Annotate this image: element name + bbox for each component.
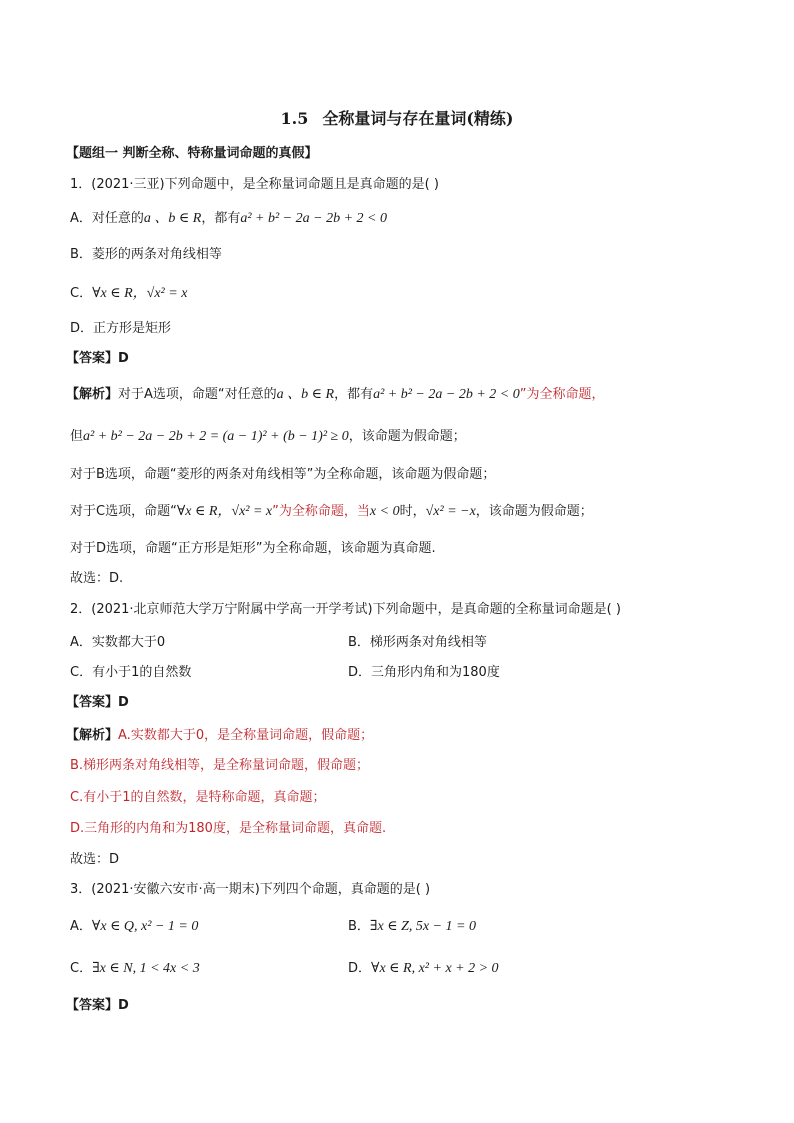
section-number: 1.5 bbox=[280, 109, 309, 128]
q3-answer: 【答案】D bbox=[66, 998, 129, 1013]
group-heading: 【题组一 判断全称、特称量词命题的真假】 bbox=[66, 146, 318, 161]
q1-answer: 【答案】D bbox=[66, 351, 129, 366]
q2-option-c: C．有小于1的自然数 bbox=[70, 665, 192, 680]
q2-option-d: D．三角形内角和为180度 bbox=[348, 665, 500, 680]
q2-option-b: B．梯形两条对角线相等 bbox=[348, 635, 487, 650]
q1-option-b: B．菱形的两条对角线相等 bbox=[70, 247, 222, 262]
section-title: 全称量词与存在量词(精练) bbox=[322, 109, 514, 128]
q3-option-b: B．∃x ∈ Z, 5x − 1 = 0 bbox=[348, 919, 476, 934]
q3-stem: 3．(2021·安徽六安市·高一期末)下列四个命题，真命题的是( ) bbox=[70, 882, 431, 897]
q2-answer: 【答案】D bbox=[66, 695, 129, 710]
q3-option-a: A．∀x ∈ Q, x² − 1 = 0 bbox=[70, 919, 199, 934]
q2-analysis-line3: C.有小于1的自然数，是特称命题，真命题； bbox=[70, 790, 326, 805]
q2-analysis-line2: B.梯形两条对角线相等，是全称量词命题，假命题； bbox=[70, 758, 370, 773]
page-title bbox=[0, 106, 794, 129]
q1-analysis-line3: 对于B选项，命题“菱形的两条对角线相等”为全称命题，该命题为假命题； bbox=[70, 467, 496, 482]
q2-analysis-line1: 【解析】A.实数都大于0，是全称量词命题，假命题； bbox=[66, 728, 374, 743]
q2-stem: 2．(2021·北京师范大学万宁附属中学高一开学考试)下列命题中，是真命题的全称量词命题是( ) bbox=[70, 602, 621, 617]
q1-analysis-line4: 对于C选项，命题“∀x ∈ R，√x² = x”为全称命题，当x < 0时，√x² = −x，该命题为假命题； bbox=[70, 504, 593, 519]
q1-option-c: C．∀x ∈ R，√x² = x bbox=[70, 286, 188, 301]
q1-option-d: D．正方形是矩形 bbox=[70, 321, 172, 336]
q3-option-d: D．∀x ∈ R, x² + x + 2 > 0 bbox=[348, 961, 499, 976]
q1-option-a: A．对任意的a 、b ∈ R，都有a² + b² − 2a − 2b + 2 < 0 bbox=[70, 211, 387, 226]
q1-analysis-line5: 对于D选项，命题“正方形是矩形”为全称命题，该命题为真命题. bbox=[70, 541, 436, 556]
q2-option-a: A．实数都大于0 bbox=[70, 635, 166, 650]
q1-analysis-line2: 但a² + b² − 2a − 2b + 2 = (a − 1)² + (b − 1)² ≥ 0，该命题为假命题； bbox=[70, 429, 466, 444]
q2-choose: 故选：D bbox=[70, 852, 120, 867]
q1-choose: 故选：D. bbox=[70, 571, 124, 586]
q2-analysis-line4: D.三角形的内角和为180度，是全称量词命题，真命题. bbox=[70, 821, 387, 836]
q1-stem: 1．(2021·三亚)下列命题中，是全称量词命题且是真命题的是( ) bbox=[70, 177, 439, 192]
q3-option-c: C．∃x ∈ N, 1 < 4x < 3 bbox=[70, 961, 200, 976]
q1-analysis-line1: 【解析】对于A选项，命题“对任意的a 、b ∈ R，都有a² + b² − 2a − 2b + 2 < 0”为全称命题， bbox=[66, 387, 605, 402]
